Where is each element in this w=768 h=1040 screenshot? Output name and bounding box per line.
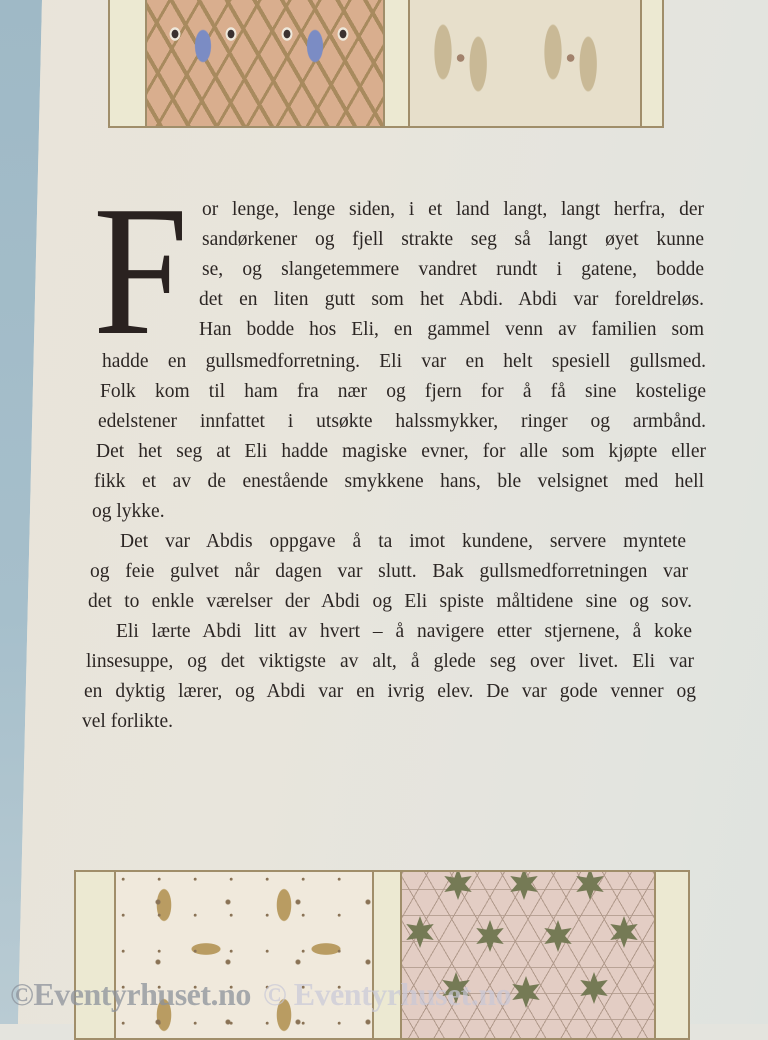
text-line: fikk et av de enestående smykkene hans, ble velsignet med hell bbox=[94, 471, 704, 492]
text-line: edelstener innfattet i utsøkte halssmykker, ringer og armbånd. bbox=[98, 411, 706, 432]
frame-margin bbox=[76, 872, 114, 1038]
text-line: Eli lærte Abdi litt av hvert – å navigere etter stjernene, å koke bbox=[116, 621, 692, 642]
watermark bbox=[10, 976, 511, 1013]
star-icon bbox=[508, 872, 540, 900]
star-icon bbox=[608, 916, 640, 948]
watermark-secondary: © Eventyrhuset.no bbox=[262, 976, 512, 1012]
text-line: en dyktig lærer, og Abdi var en ivrig elev. De var gode venner og bbox=[84, 681, 696, 702]
green-star-panel bbox=[400, 872, 656, 1038]
text-line: linsesuppe, og det viktigste av alt, å glede seg over livet. Eli var bbox=[86, 651, 694, 672]
star-icon bbox=[474, 920, 506, 952]
star-icon bbox=[442, 872, 474, 900]
text-line: sandørkener og fjell strakte seg så langt øyet kunne bbox=[202, 229, 704, 250]
text-line: hadde en gullsmedforretning. Eli var en helt spesiell gullsmed. bbox=[102, 351, 706, 372]
text-line: Han bodde hos Eli, en gammel venn av familien som bbox=[199, 319, 704, 340]
text-line: or lenge, lenge siden, i et land langt, langt herfra, der bbox=[202, 199, 704, 220]
text-line: Folk kom til ham fra nær og fjern for å få sine kostelige bbox=[100, 381, 706, 402]
watermark-primary: ©Eventyrhuset.no bbox=[10, 976, 251, 1012]
drop-cap: F bbox=[93, 168, 189, 374]
ornate-blue-orange-panel bbox=[145, 0, 385, 126]
frame-gap bbox=[385, 0, 408, 126]
star-icon bbox=[542, 920, 574, 952]
gold-floral-panel bbox=[114, 872, 374, 1038]
star-icon bbox=[404, 916, 436, 948]
frame-gap bbox=[374, 872, 400, 1038]
star-icon bbox=[578, 972, 610, 1004]
frame-margin bbox=[110, 0, 145, 126]
text-line: det en liten gutt som het Abdi. Abdi var foreldreløs. bbox=[199, 289, 704, 310]
text-line: se, og slangetemmere vandret rundt i gatene, bodde bbox=[202, 259, 704, 280]
star-icon bbox=[574, 872, 606, 900]
text-line: og lykke. bbox=[92, 501, 165, 522]
star-icon bbox=[510, 976, 542, 1008]
text-line: det to enkle værelser der Abdi og Eli spiste måltidene sine og sov. bbox=[88, 591, 692, 612]
text-line: Det het seg at Eli hadde magiske evner, for alle som kjøpte eller bbox=[96, 441, 706, 462]
frame-margin bbox=[656, 872, 688, 1038]
text-line: og feie gulvet når dagen var slutt. Bak gullsmedforretningen var bbox=[90, 561, 688, 582]
top-ornament-frame bbox=[108, 0, 664, 128]
text-line: vel forlikte. bbox=[82, 711, 173, 732]
bottom-ornament-frame bbox=[74, 870, 690, 1040]
beige-floral-panel bbox=[408, 0, 642, 126]
frame-margin bbox=[642, 0, 662, 126]
text-line: Det var Abdis oppgave å ta imot kundene, servere myntete bbox=[120, 531, 686, 552]
